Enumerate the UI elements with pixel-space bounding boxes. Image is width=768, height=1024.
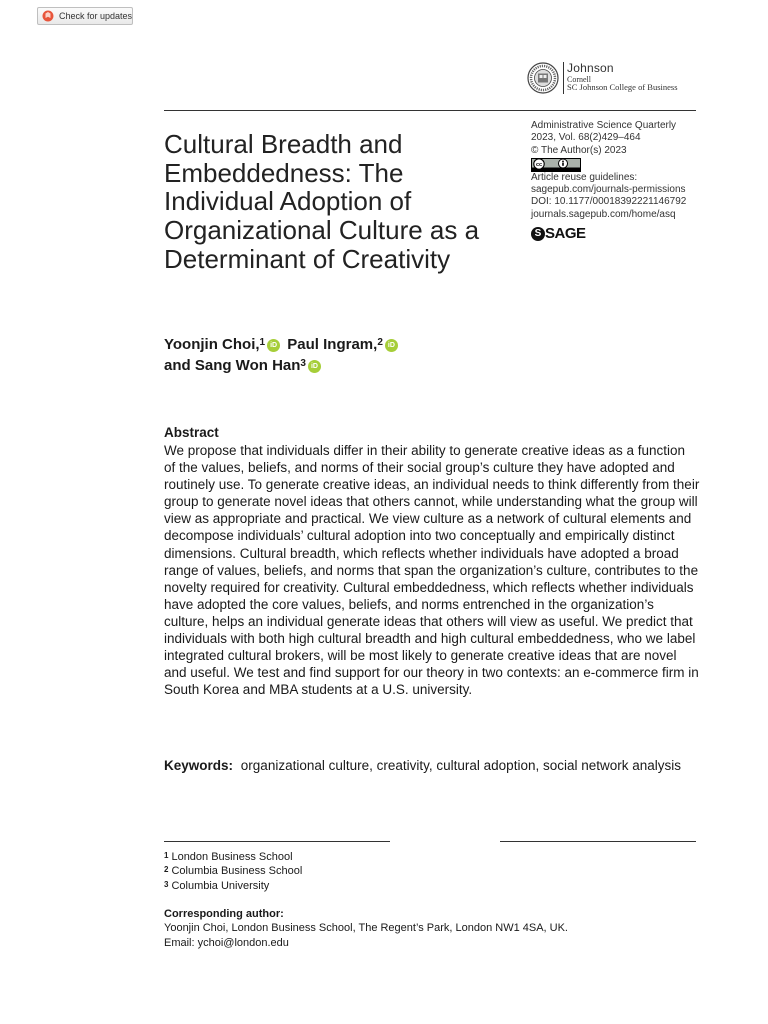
affiliation-item: $^3$ Columbia University [164,879,270,892]
keywords-heading: Keywords: [164,758,234,773]
logo-johnson: Johnson [567,61,614,75]
footnote-rule [500,841,696,842]
author-affiliation-mark: 3 [300,358,306,369]
footnote-rule [164,841,390,842]
corresponding-address: Yoonjin Choi, London Business School, The Regent’s Park, London NW1 4SA, UK. [164,922,568,935]
johnson-logo [527,62,697,96]
keywords [164,757,700,774]
author-list [164,334,524,376]
journal-name: Administrative Science Quarterly [531,120,677,131]
author-name[interactable]: Sang Won Han [194,357,301,374]
journal-meta [531,120,731,243]
orcid-icon[interactable]: iD [267,339,280,352]
journal-home-link[interactable]: journals.sagepub.com/home/asq [531,208,676,220]
crossmark-icon [42,10,54,22]
corresponding-email[interactable]: Email: ychoi@london.edu [164,936,289,949]
svg-text:cc: cc [535,162,543,169]
sage-logo [531,225,731,243]
abstract-heading: Abstract [164,425,219,440]
abstract-text: We propose that individuals differ in their ability to generate creative ideas as a function of the values, beliefs, and norms of their social group’s culture they have adopted and routinely use. To generate creative ideas, an individual needs to think differently from their group to generate novel ideas that others cannot, while understanding what the group will view as appropriate and practical. We view culture as a network of cultural elements and decompose individuals’ cultural adoption into two conceptually and empirically distinct dimensions. Cultural breadth, which reflects whether individuals have adopted a broad range of values, beliefs, and norms that span the organization’s culture, contributes to the novelty required for creativity. Cultural embeddedness, which reflects whether individuals have adopted the core values, beliefs, and norms entrenched in the organization’s culture, helps an individual generate ideas that others will view as useful. We predict that individuals with both high cultural breadth and high cultural embeddedness, who we label integrated cultural brokers, will be most likely to generate creative ideas that are novel and useful. We test and find support for our theory in two contexts: an e-commerce firm in South Korea and MBA students at a U.S. university. [164,443,700,698]
corresponding-author [164,907,568,950]
author-conjunction: and [164,357,191,374]
author-affiliation-mark: 2 [377,337,383,348]
logo-college: SC Johnson College of Business [567,82,678,92]
orcid-icon[interactable]: iD [385,339,398,352]
copyright: © The Author(s) 2023 [531,144,627,156]
cc-by-icon[interactable] [531,158,581,172]
reuse-link[interactable]: sagepub.com/journals-permissions [531,184,686,196]
header-rule [164,110,696,111]
author-name[interactable]: Yoonjin Choi, [164,336,260,353]
corresponding-heading: Corresponding author: [164,908,284,920]
sage-wordmark: SAGE [545,224,586,242]
journal-volume: 2023, Vol. 68(2)429–464 [531,132,641,144]
sage-s-icon: S [531,227,545,241]
logo-cornell: Cornell [567,75,591,84]
affiliation-item: $^2$ Columbia Business School [164,865,303,878]
check-for-updates-label: Check for updates [58,11,132,21]
keywords-list: organizational culture, creativity, cultural adoption, social network analysis [240,758,682,773]
reuse-label: Article reuse guidelines: [531,171,638,183]
author-affiliation-mark: 1 [259,337,266,348]
cornell-seal-icon [527,62,559,94]
affiliations [164,850,302,893]
article-title: Cultural Breadth and Embeddedness: The Individual Adoption of Organizational Culture as a Determinant of Creativity [164,129,480,274]
doi[interactable]: DOI: 10.1177/00018392221146792 [531,196,687,208]
orcid-icon[interactable]: iD [308,360,321,373]
affiliation-item: $^1$ London Business School [164,851,293,863]
author-name[interactable]: Paul Ingram, [287,336,378,353]
check-for-updates-button[interactable] [37,7,133,25]
